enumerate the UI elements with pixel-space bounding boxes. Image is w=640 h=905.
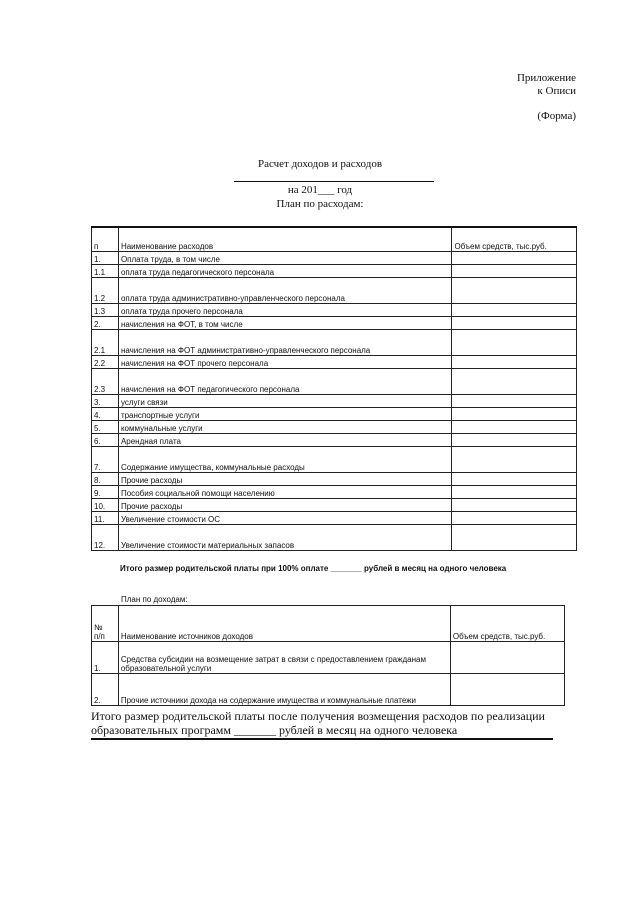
table-row (92, 524, 577, 550)
row-num: 1. (92, 642, 119, 674)
form-label: (Форма) (537, 110, 576, 122)
row-name: оплата труда прочего персонала (118, 303, 452, 316)
col-name-header: Наименование источников доходов (118, 606, 450, 642)
table-row (92, 394, 577, 407)
row-name: услуги связи (118, 394, 452, 407)
row-name: начисления на ФОТ прочего персонала (118, 355, 452, 368)
row-name: Увеличение стоимости материальных запасов (118, 524, 452, 550)
row-name: Арендная плата (118, 433, 452, 446)
row-num: 1. (92, 251, 119, 264)
row-num: 1.2 (92, 277, 119, 303)
appendix-block (517, 72, 576, 123)
income-header-row (92, 606, 565, 642)
row-name: оплата труда педагогического персонала (118, 264, 452, 277)
amount-cell[interactable] (452, 329, 577, 355)
table-row (92, 433, 577, 446)
plan-expenses-heading: План по расходам: (276, 198, 364, 210)
table-row (92, 316, 577, 329)
row-num: 2.3 (92, 368, 119, 394)
row-num: 1.3 (92, 303, 119, 316)
row-num: 8. (92, 472, 119, 485)
table-row (92, 303, 577, 316)
row-num: 2. (92, 316, 119, 329)
appendix-line-1: Приложение (516, 72, 576, 84)
table-row (92, 472, 577, 485)
row-num: 5. (92, 420, 119, 433)
table-row (92, 511, 577, 524)
row-num: 2.2 (92, 355, 119, 368)
amount-cell[interactable] (452, 316, 577, 329)
amount-cell[interactable] (452, 472, 577, 485)
amount-cell[interactable] (452, 485, 577, 498)
row-name: Средства субсидии на возмещение затрат в связи с предоставлением гражданам образовательной услуги (118, 642, 450, 674)
appendix-line-2: к Описи (537, 85, 576, 97)
amount-cell[interactable] (452, 355, 577, 368)
institution-blank-line (234, 181, 434, 182)
amount-cell[interactable] (452, 368, 577, 394)
table-row (92, 277, 577, 303)
col-num-line-1: № (94, 623, 103, 632)
row-name: оплата труда административно-управленческого персонала (118, 277, 452, 303)
row-num: 2. (92, 674, 119, 706)
document-title: Расчет доходов и расходов (257, 158, 383, 170)
amount-cell[interactable] (452, 524, 577, 550)
row-num: 1.1 (92, 264, 119, 277)
table-row (92, 251, 577, 264)
total-after-compensation: Итого размер родительской платы после получения возмещения расходов по реализации образовательных программ _______ рублей в месяц на одного человека (91, 709, 545, 737)
table-row (92, 420, 577, 433)
table-row (92, 355, 577, 368)
table-row (92, 485, 577, 498)
row-num: 11. (92, 511, 119, 524)
plan-income-heading: План по доходам: (121, 595, 188, 604)
table-row (92, 498, 577, 511)
row-name: начисления на ФОТ административно-управленческого персонала (118, 329, 452, 355)
total-parent-fee-100: Итого размер родительской платы при 100% оплате _______ рублей в месяц на одного человека (120, 564, 507, 573)
table-row (92, 642, 565, 674)
row-num: 4. (92, 407, 119, 420)
year-line: на 201___ год (287, 184, 353, 196)
row-name: Прочие расходы (118, 498, 452, 511)
amount-cell[interactable] (452, 394, 577, 407)
table-row (92, 329, 577, 355)
row-name: Пособия социальной помощи населению (118, 485, 452, 498)
row-name: транспортные услуги (118, 407, 452, 420)
row-name: Оплата труда, в том числе (118, 251, 452, 264)
amount-cell[interactable] (450, 674, 564, 706)
amount-cell[interactable] (450, 642, 564, 674)
row-num: 12. (92, 524, 119, 550)
table-row (92, 446, 577, 472)
row-num: 10. (92, 498, 119, 511)
row-num: 9. (92, 485, 119, 498)
row-num: 2.1 (92, 329, 119, 355)
row-num: 7. (92, 446, 119, 472)
expenses-table (91, 226, 577, 551)
col-num-header: п (92, 227, 119, 251)
amount-cell[interactable] (452, 277, 577, 303)
col-amount-header: Объем средств, тыс.руб. (450, 606, 564, 642)
income-table (91, 605, 565, 706)
row-name: Увеличение стоимости ОС (118, 511, 452, 524)
row-name: начисления на ФОТ педагогического персонала (118, 368, 452, 394)
amount-cell[interactable] (452, 498, 577, 511)
expenses-header-row (92, 227, 577, 251)
table-row (92, 264, 577, 277)
row-num: 6. (92, 433, 119, 446)
bottom-rule (91, 738, 553, 740)
table-row (92, 407, 577, 420)
amount-cell[interactable] (452, 251, 577, 264)
col-amount-header: Объем средств, тыс.руб. (452, 227, 577, 251)
table-row (92, 674, 565, 706)
col-num-line-2: п/п (94, 632, 105, 641)
row-name: Прочие источники дохода на содержание имущества и коммунальные платежи (118, 674, 450, 706)
table-row (92, 368, 577, 394)
col-name-header: Наименование расходов (118, 227, 452, 251)
amount-cell[interactable] (452, 420, 577, 433)
amount-cell[interactable] (452, 433, 577, 446)
row-name: Содержание имущества, коммунальные расходы (118, 446, 452, 472)
row-name: коммунальные услуги (118, 420, 452, 433)
amount-cell[interactable] (452, 303, 577, 316)
row-name: Прочие расходы (118, 472, 452, 485)
amount-cell[interactable] (452, 407, 577, 420)
col-num-header (92, 606, 119, 642)
amount-cell[interactable] (452, 264, 577, 277)
amount-cell[interactable] (452, 511, 577, 524)
amount-cell[interactable] (452, 446, 577, 472)
row-name: начисления на ФОТ, в том числе (118, 316, 452, 329)
row-num: 3. (92, 394, 119, 407)
